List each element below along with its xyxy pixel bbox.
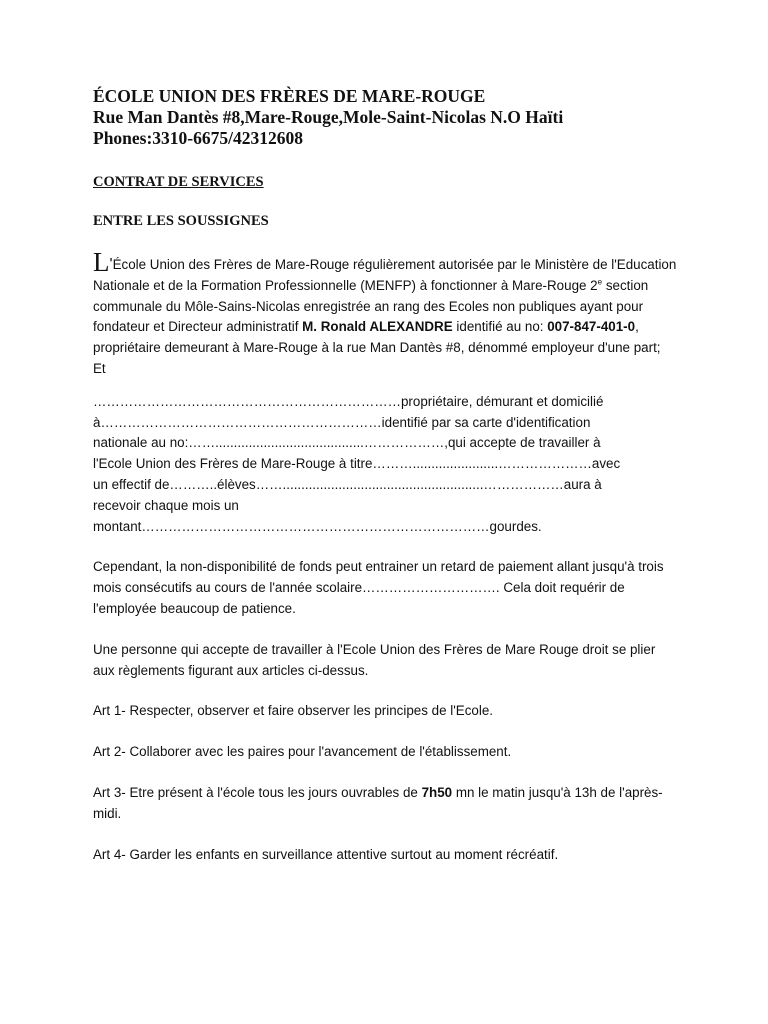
school-name: ÉCOLE UNION DES FRÈRES DE MARE-ROUGE xyxy=(93,86,486,106)
employee-line-3: nationale au no:……........................................………………,qui accepte de travailler à xyxy=(93,435,601,451)
parties-heading: ENTRE LES SOUSSIGNES xyxy=(93,213,269,229)
dropcap-apostrophe: ' xyxy=(109,256,113,273)
intro-sup: e xyxy=(597,277,603,287)
dropcap-letter: L xyxy=(93,247,110,277)
school-address: Rue Man Dantès #8,Mare-Rouge,Mole-Saint-Nicolas N.O Haïti xyxy=(93,107,564,127)
letterhead xyxy=(93,86,733,149)
employee-line-6: recevoir chaque mois un xyxy=(93,497,239,513)
article-1: Art 1- Respecter, observer et faire observer les principes de l'Ecole. xyxy=(93,703,493,719)
employee-line-4: l'Ecole Union des Frères de Mare-Rouge à titre……….......................…………………avec xyxy=(93,456,621,472)
contract-title: CONTRAT DE SERVICES xyxy=(93,174,264,190)
director-name: M. Ronald ALEXANDRE xyxy=(302,319,453,335)
article-3 xyxy=(93,783,677,825)
school-phones: Phones:3310-6675/42312608 xyxy=(93,128,303,148)
employee-line-1: ……………………………………………………………propriétaire, démurant et domicilié xyxy=(93,393,604,409)
intro-paragraph xyxy=(93,247,677,359)
intro-text-2: section communale du Môle-Sains-Nicolas enregistrée an rang des Ecoles non publiques ayant pour fondateur et Directeur administratif xyxy=(93,277,649,335)
et-line: Et xyxy=(93,360,106,376)
employee-line-2: à………………………………………………………identifié par sa carte d'identification xyxy=(93,414,591,430)
intro-text-4: , propriétaire demeurant à Mare-Rouge à la rue Man Dantès #8, dénommé employeur d'une part; xyxy=(93,319,661,356)
contract-body xyxy=(93,247,677,865)
article-3-time: 7h50 xyxy=(421,784,453,800)
employee-block xyxy=(93,392,677,538)
director-id: 007-847-401-0 xyxy=(547,319,636,335)
paragraph-personne: Une personne qui accepte de travailler à l'Ecole Union des Frères de Mare Rouge droit se plier aux règlements figurant aux articles ci-dessus. xyxy=(93,641,656,678)
article-3-text-b: mn le matin jusqu'à 13h de l'après-midi. xyxy=(93,784,663,821)
article-4: Art 4- Garder les enfants en surveillance attentive surtout au moment récréatif. xyxy=(93,846,559,862)
article-3-text-a: Art 3- Etre présent à l'école tous les jours ouvrables de xyxy=(93,784,422,800)
employee-line-5: un effectif de………..élèves……......................................................………………aura à xyxy=(93,476,602,492)
paragraph-cependant: Cependant, la non-disponibilité de fonds peut entrainer un retard de paiement allant jusqu'à trois mois consécutifs au cours de l'année scolaire…………………………. Cela doit requérir de l'employée beaucoup de patience. xyxy=(93,559,664,616)
article-2: Art 2- Collaborer avec les paires pour l'avancement de l'établissement. xyxy=(93,744,512,760)
employee-line-7: montant……………………………………………………………………gourdes. xyxy=(93,518,542,534)
intro-text-1: École Union des Frères de Mare-Rouge régulièrement autorisée par le Ministère de l'Education Nationale et de la Formation Professionnelle (MENFP) à fonctionner à Mare-Rouge 2 xyxy=(93,257,677,293)
intro-text-3: identifié au no: xyxy=(452,319,548,335)
